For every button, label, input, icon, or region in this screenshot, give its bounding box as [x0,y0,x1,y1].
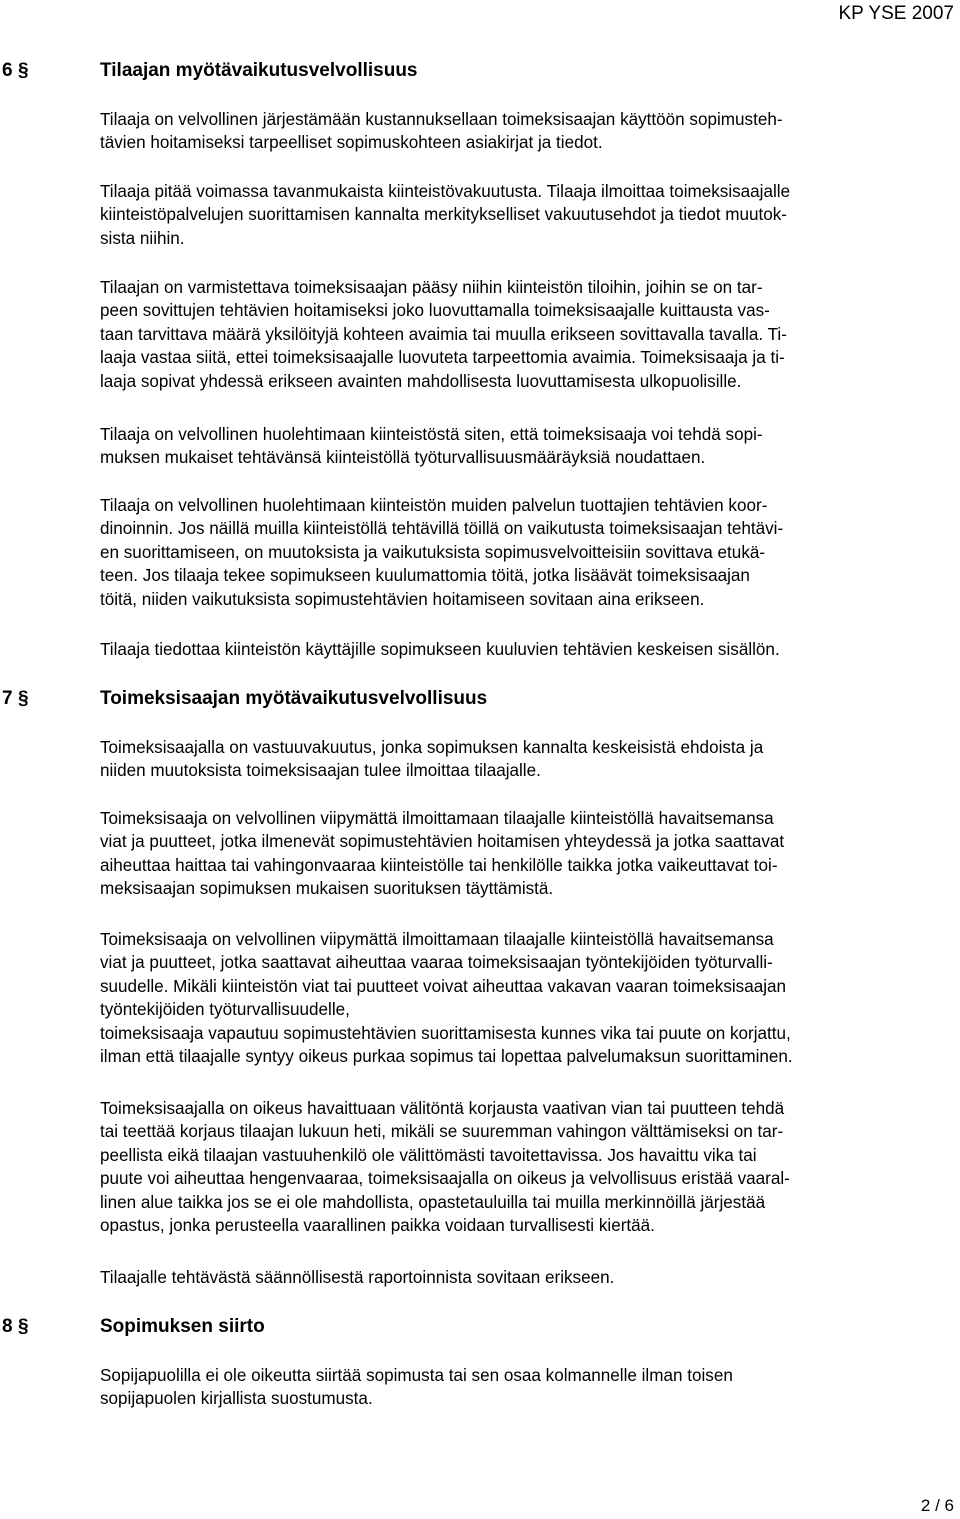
section-6-paragraph-6: Tilaaja tiedottaa kiinteistön käyttäjille sopimukseen kuuluvien tehtävien keskeisen sisällön. [100,640,780,659]
section-symbol: § [18,688,29,709]
section-number: 7 [2,688,13,709]
section-title: Tilaajan myötävaikutusvelvollisuus [100,60,418,81]
section-6-paragraph-3: Tilaajan on varmistettava toimeksisaajan pääsy niihin kiinteistön tiloihin, joihin se on tar- peen sovittujen tehtävien hoitamiseksi joko luovuttamalla toimeksisaajalle kuittausta vas- taan tarvittava määrä yksilöityjä kohteen avaimia tai muulla erikseen sovittavalla tavalla. Ti- laaja vastaa siitä, ettei toimeksisaajalle luovuteta tarpeettomia avaimia. Toimeksisaaja ja ti- laaja sopivat yhdessä erikseen avainten mahdollisesta luovuttamisesta ulkopuolisille. [100,278,787,391]
section-7-paragraph-4: Toimeksisaajalla on oikeus havaittuaan välitöntä korjausta vaativan vian tai puutteen tehdä tai teettää korjaus tilaajan lukuun heti, mikäli se suuremman vahingon välttämiseksi on tar- peellista eikä tilaajan vastuuhenkilö ole välittömästi tavoitettavissa. Jos havaittu vika tai puute voi aiheuttaa hengenvaaraa, toimeksisaajalla on oikeus ja velvollisuus eristää vaaral- linen alue taikka jos se ei ole mahdollista, opastetauluilla tai muilla merkinnöillä järjestää opastus, jonka perusteella vaarallinen paikka voidaan turvallisesti kiertää. [100,1099,790,1236]
page-number: 2 / 6 [920,1496,954,1515]
section-7-heading [0,687,960,711]
section-8-paragraph-1: Sopijapuolilla ei ole oikeutta siirtää sopimusta tai sen osaa kolmannelle ilman toisen sopijapuolen kirjallista suostumusta. [100,1366,733,1409]
section-7-paragraph-1: Toimeksisaajalla on vastuuvakuutus, jonka sopimuksen kannalta keskeisistä ehdoista ja niiden muutoksista toimeksisaajan tulee ilmoittaa tilaajalle. [100,738,764,781]
section-6-paragraph-5: Tilaaja on velvollinen huolehtimaan kiinteistön muiden palvelun tuottajien tehtävien koor- dinoinnin. Jos näillä muilla kiinteistöllä tehtävillä töillä on vaikutusta toimeksisaajan tehtävi- en suorittamiseen, on muutoksista ja vaikutuksista sopimusvelvoitteisiin sovittava etukä- teen. Jos tilaaja tekee sopimukseen kuulumattomia töitä, jotka lisäävät toimeksisaajan töitä, niiden vaikutuksista sopimustehtävien hoitamiseen sovitaan aina erikseen. [100,496,784,609]
section-8-heading [0,1315,960,1339]
section-symbol: § [18,60,29,81]
section-title: Sopimuksen siirto [100,1316,265,1337]
section-symbol: § [18,1316,29,1337]
section-number: 6 [2,60,13,81]
section-7-paragraph-3: Toimeksisaaja on velvollinen viipymättä ilmoittamaan tilaajalle kiinteistöllä havaitsemansa viat ja puutteet, jotka saattavat aiheuttaa vaaraa toimeksisaajan työntekijöiden työturvalli- suudelle. Mikäli kiinteistön viat tai puutteet voivat aiheuttaa vakavan vaaran toimeksisaajan työntekijöiden työturvallisuudelle, toimeksisaaja vapautuu sopimustehtävien suorittamisesta kunnes vika tai puute on korjattu, ilman että tilaajalle syntyy oikeus purkaa sopimus tai lopettaa palvelumaksun suorittaminen. [100,930,793,1067]
section-7-paragraph-5: Tilaajalle tehtävästä säännöllisestä raportoinnista sovitaan erikseen. [100,1268,615,1287]
section-6-paragraph-4: Tilaaja on velvollinen huolehtimaan kiinteistöstä siten, että toimeksisaaja voi tehdä sopi- muksen mukaiset tehtävänsä kiinteistöllä työturvallisuusmääräyksiä noudattaen. [100,425,763,468]
section-title: Toimeksisaajan myötävaikutusvelvollisuus [100,688,488,709]
section-7-paragraph-2: Toimeksisaaja on velvollinen viipymättä ilmoittamaan tilaajalle kiinteistöllä havaitsemansa viat ja puutteet, jotka ilmenevät sopimustehtävien hoitamisen yhteydessä ja jotka saattavat aiheuttaa haittaa tai vahingonvaaraa kiinteistölle tai henkilölle taikka jotka vaikeuttavat toi- meksisaajan sopimuksen mukaisen suorituksen täyttämistä. [100,809,785,899]
section-6-heading [0,59,960,83]
section-6-paragraph-1: Tilaaja on velvollinen järjestämään kustannuksellaan toimeksisaajan käyttöön sopimusteh- tävien hoitamiseksi tarpeelliset sopimuskohteen asiakirjat ja tiedot. [100,110,783,153]
section-number: 8 [2,1316,13,1337]
document-code: KP YSE 2007 [838,3,954,24]
section-6-paragraph-2: Tilaaja pitää voimassa tavanmukaista kiinteistövakuutusta. Tilaaja ilmoittaa toimeksisaajalle kiinteistöpalvelujen suorittamisen kannalta merkitykselliset vakuutusehdot ja tiedot muutok- sista niihin. [100,182,791,248]
